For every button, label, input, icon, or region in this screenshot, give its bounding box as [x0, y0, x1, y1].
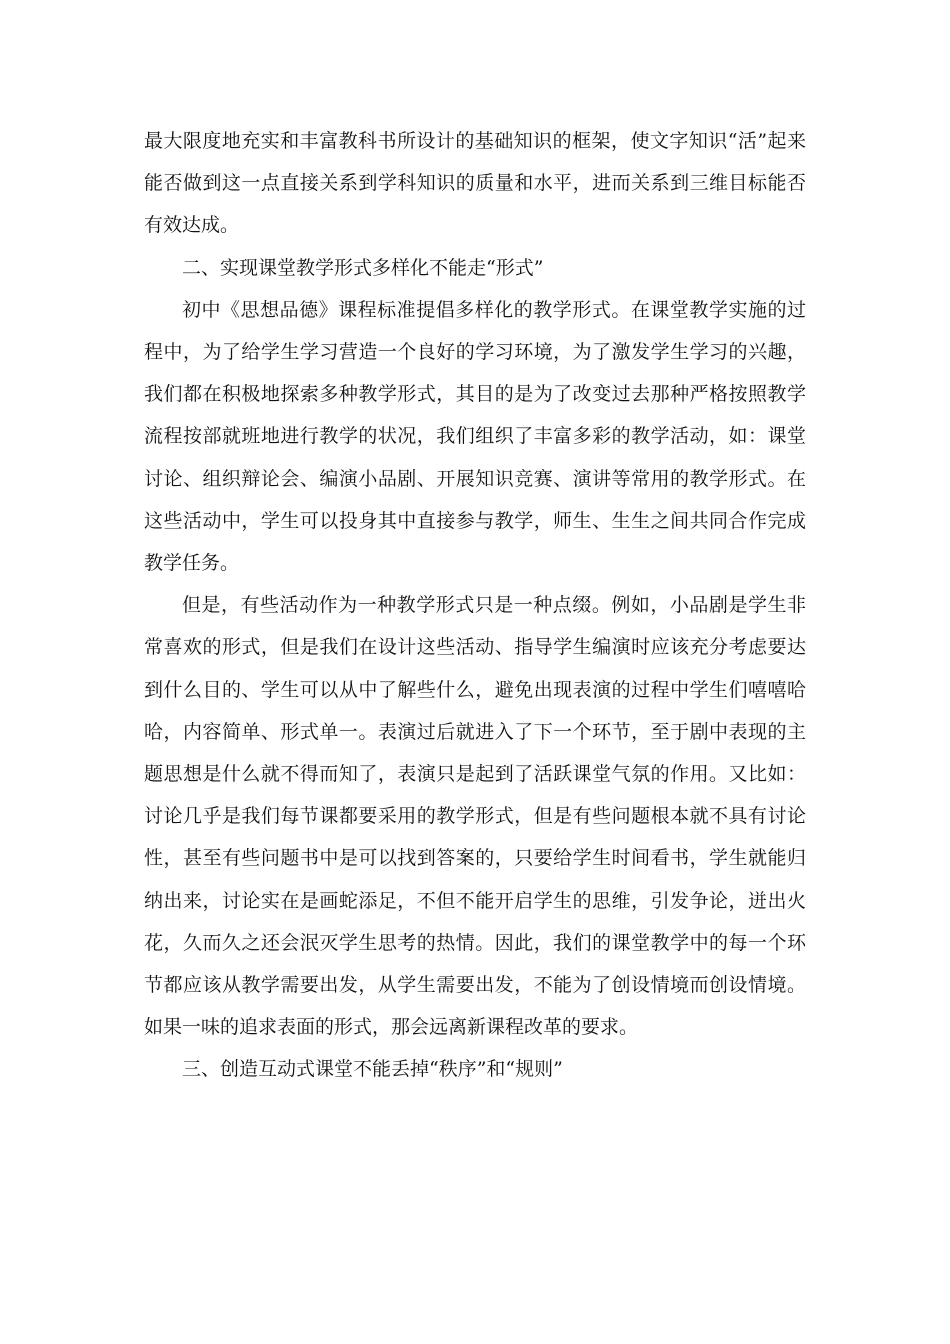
paragraph-continued: 最大限度地充实和丰富教科书所设计的基础知识的框架，使文字知识“活”起来能否做到这一点直接关系到学科知识的质量和水平，进而关系到三维目标能否有效达成。 [144, 130, 806, 237]
section-heading-2: 二、实现课堂教学形式多样化不能走“形式” [182, 256, 544, 279]
paragraph-teaching-forms: 初中《思想品德》课程标准提倡多样化的教学形式。在课堂教学实施的过程中，为了给学生学习营造一个良好的学习环境，为了激发学生学习的兴趣，我们都在积极地探索多种教学形式，其目的是为了改变过去那种严格按照教学流程按部就班地进行教学的状况，我们组织了丰富多彩的教学活动，如：课堂讨论、组织辩论会、编演小品剧、开展知识竞赛、演讲等常用的教学形式。在这些活动中，学生可以投身其中直接参与教学，师生、生生之间共同合作完成教学任务。 [144, 298, 806, 575]
section-heading-3: 三、创造互动式课堂不能丢掉“秩序”和“规则” [182, 1058, 563, 1081]
document-body [144, 120, 806, 1091]
paragraph-activities-critique: 但是，有些活动作为一种教学形式只是一种点缀。例如，小品剧是学生非常喜欢的形式，但是我们在设计这些活动、指导学生编演时应该充分考虑要达到什么目的、学生可以从中了解些什么，避免出现表演的过程中学生们嘻嘻哈哈，内容简单、形式单一。表演过后就进入了下一个环节，至于剧中表现的主题思想是什么就不得而知了，表演只是起到了活跃课堂气氛的作用。又比如：讨论几乎是我们每节课都要采用的教学形式，但是有些问题根本就不具有讨论性，甚至有些问题书中是可以找到答案的，只要给学生时间看书，学生就能归纳出来，讨论实在是画蛇添足，不但不能开启学生的思维，引发争论，迸出火花，久而久之还会泯灭学生思考的热情。因此，我们的课堂教学中的每一个环节都应该从教学需要出发，从学生需要出发，不能为了创设情境而创设情境。如果一味的追求表面的形式，那会远离新课程改革的要求。 [144, 594, 806, 1039]
